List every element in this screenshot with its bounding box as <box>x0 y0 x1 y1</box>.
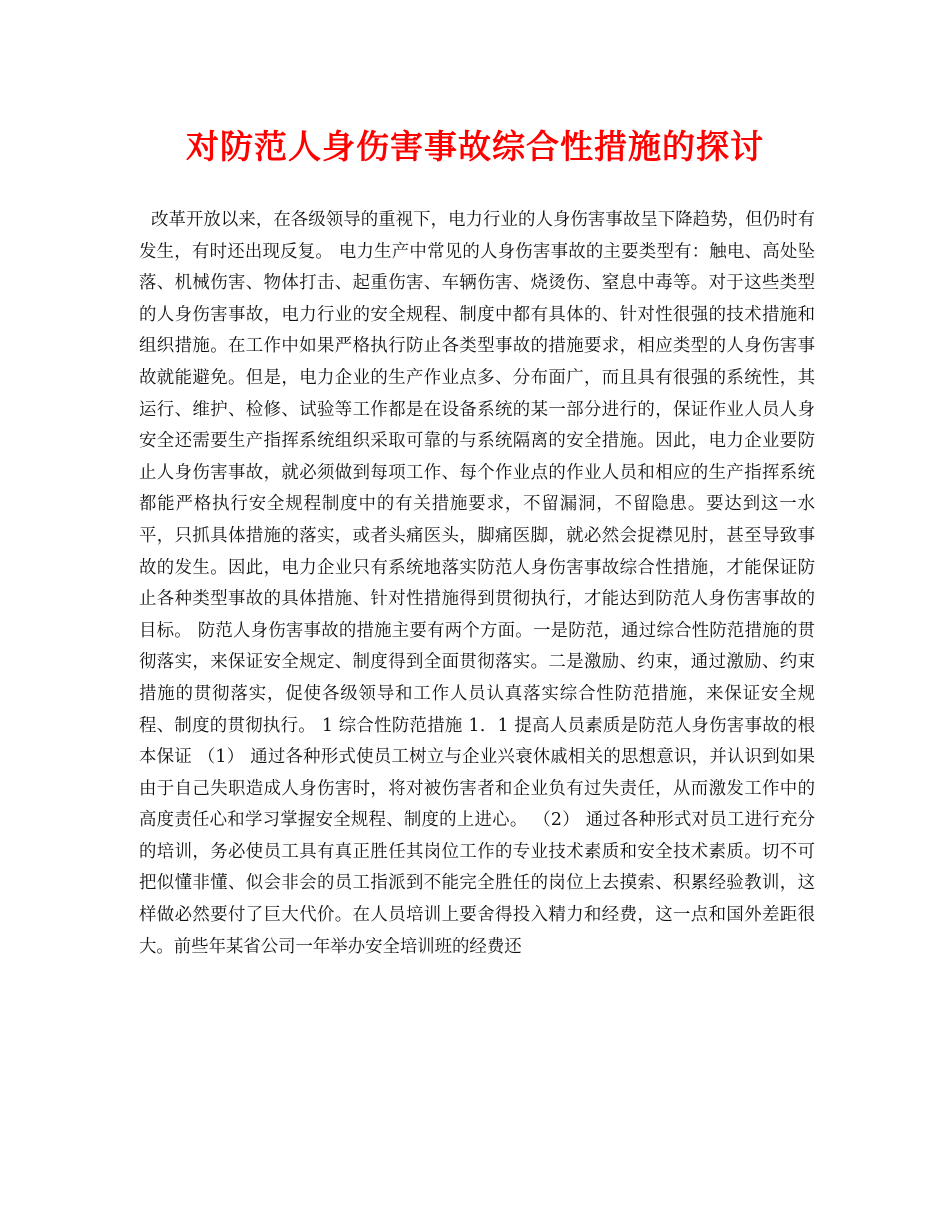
document-body: 改革开放以来，在各级领导的重视下，电力行业的人身伤害事故呈下降趋势，但仍时有发生，有时还出现反复。 电力生产中常见的人身伤害事故的主要类型有：触电、高处坠落、机械伤害、物体打击、起重伤害、车辆伤害、烧烫伤、窒息中毒等。对于这些类型的人身伤害事故，电力行业的安全规程、制度中都有具体的、针对性很强的技术措施和组织措施。在工作中如果严格执行防止各类型事故的措施要求，相应类型的人身伤害事故就能避免。但是，电力企业的生产作业点多、分布面广，而且具有很强的系统性，其运行、维护、检修、试验等工作都是在设备系统的某一部分进行的，保证作业人员人身安全还需要生产指挥系统组织采取可靠的与系统隔离的安全措施。因此，电力企业要防止人身伤害事故，就必须做到每项工作、每个作业点的作业人员和相应的生产指挥系统都能严格执行安全规程制度中的有关措施要求，不留漏洞，不留隐患。要达到这一水平，只抓具体措施的落实，或者头痛医头，脚痛医脚，就必然会捉襟见肘，甚至导致事故的发生。因此，电力企业只有系统地落实防范人身伤害事故综合性措施，才能保证防止各种类型事故的具体措施、针对性措施得到贯彻执行，才能达到防范人身伤害事故的目标。 防范人身伤害事故的措施主要有两个方面。一是防范，通过综合性防范措施的贯彻落实，来保证安全规定、制度得到全面贯彻落实。二是激励、约束，通过激励、约束措施的贯彻落实，促使各级领导和工作人员认真落实综合性防范措施，来保证安全规程、制度的贯彻执行。 1 综合性防范措施 1．1 提高人员素质是防范人身伤害事故的根本保证 （1） 通过各种形式使员工树立与企业兴衰休戚相关的思想意识，并认识到如果由于自己失职造成人身伤害时，将对被伤害者和企业负有过失责任，从而激发工作中的高度责任心和学习掌握安全规程、制度的上进心。 （2） 通过各种形式对员工进行充分的培训，务必使员工具有真正胜任其岗位工作的专业技术素质和安全技术素质。切不可把似懂非懂、似会非会的员工指派到不能完全胜任的岗位上去摸索、积累经验教训，这样做必然要付了巨大代价。在人员培训上要舍得投入精力和经费，这一点和国外差距很大。前些年某省公司一年举办安全培训班的经费还 <box>139 210 815 957</box>
document-title: 对防范人身伤害事故综合性措施的探讨 <box>186 127 764 166</box>
